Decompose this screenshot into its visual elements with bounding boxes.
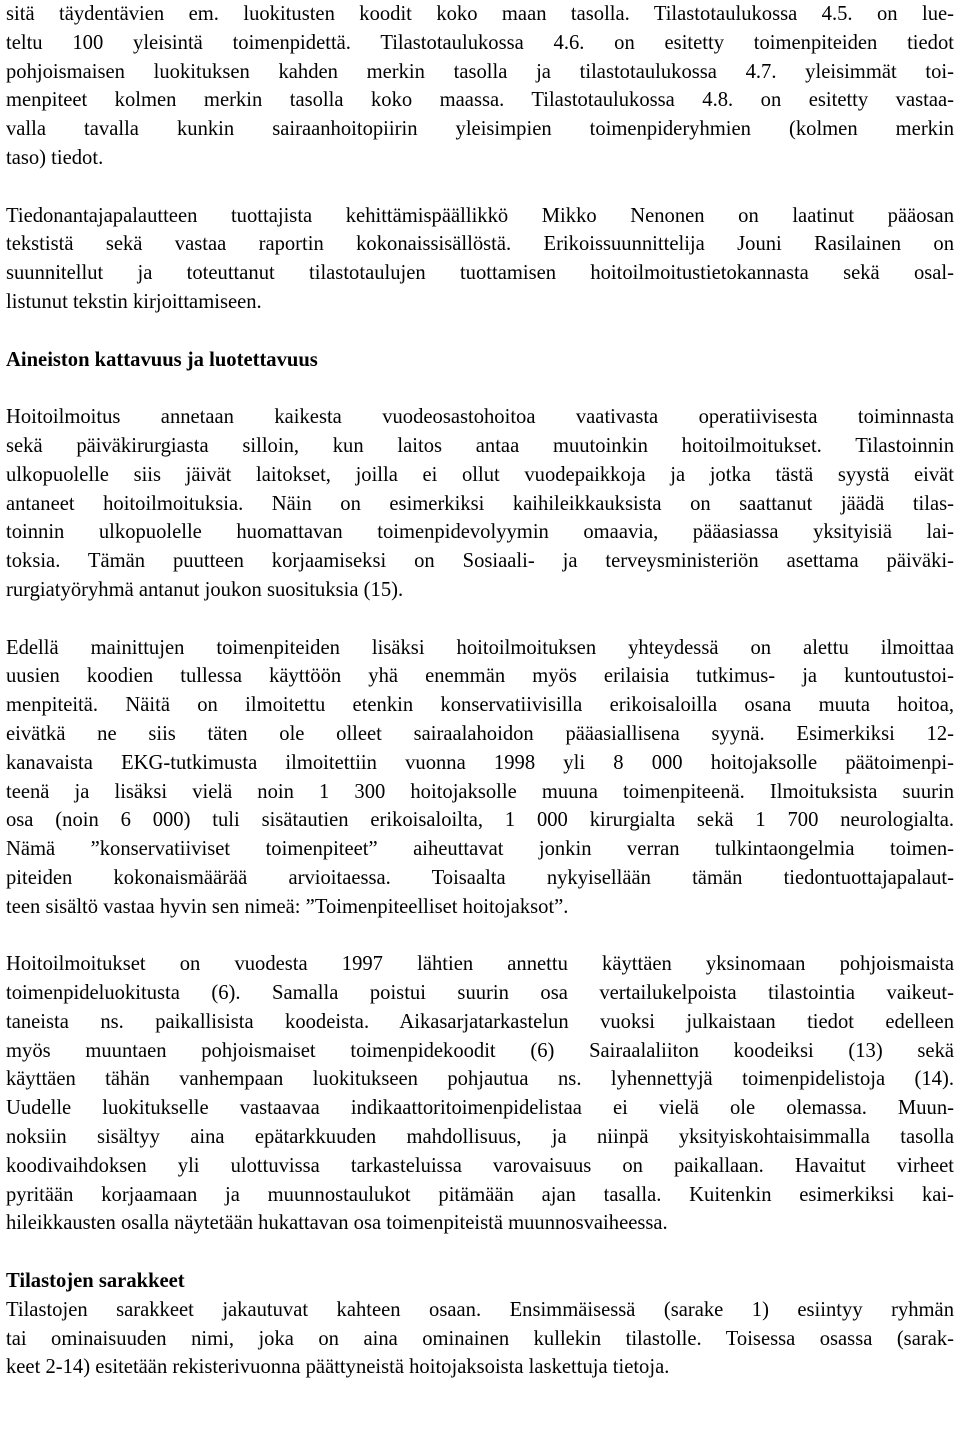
text-line: tekstistä sekä vastaa raportin kokonaissisällöstä. Erikoissuunnittelija Jouni Rasilainen on [6, 233, 954, 256]
text-line: toksia. Tämän puutteen korjaamiseksi on Sosiaali- ja terveysministeriön asettama päiväki- [6, 550, 954, 573]
text-line: keet 2-14) esitetään rekisterivuonna päättyneistä hoitojaksoista laskettuja tietoja. [6, 1356, 670, 1379]
text-line: menpiteitä. Näitä on ilmoitettu etenkin konservatiivisilla erikoisaloilla osana muuta hoitoa, [6, 694, 954, 717]
text-line: listunut tekstin kirjoittamiseen. [6, 290, 262, 313]
paragraph-luokitus [6, 950, 954, 1238]
text-line: teltu 100 yleisintä toimenpidettä. Tilastotaulukossa 4.6. on esitetty toimenpiteiden tiedot [6, 31, 954, 54]
paragraph-tilastotaulukot [6, 0, 954, 173]
text-line: Nämä ”konservatiiviset toimenpiteet” aiheuttavat jonkin verran tulkintaongelmia toimen- [6, 838, 954, 861]
text-line: Edellä mainittujen toimenpiteiden lisäksi hoitoilmoituksen yhteydessä on alettu ilmoittaa [6, 636, 954, 659]
paragraph-gap [6, 1238, 954, 1267]
text-line: antaneet hoitoilmoituksia. Näin on esimerkiksi kaihileikkauksista on saattanut jäädä tilas- [6, 492, 954, 515]
paragraph-gap [6, 922, 954, 951]
text-line: taneista ns. paikallisista koodeista. Aikasarjatarkastelun vuoksi julkaistaan tiedot edelleen [6, 1010, 954, 1033]
text-line: sekä päiväkirurgiasta silloin, kun laitos antaa muutoinkin hoitoilmoitukset. Tilastoinnin [6, 434, 954, 457]
text-line: toimenpideluokitusta (6). Samalla poistui suurin osa vertailukelpoista tilastointia vaikeut- [6, 982, 954, 1005]
text-line: Hoitoilmoitukset on vuodesta 1997 lähtien annettu käyttäen yksinomaan pohjoismaista [6, 953, 954, 976]
text-line: suunnitellut ja toteuttanut tilastotaulujen tuottamisen hoitoilmoitustietokannasta sekä osal- [6, 262, 954, 285]
text-line: Tilastojen sarakkeet jakautuvat kahteen osaan. Ensimmäisessä (sarake 1) esiintyy ryhmän [6, 1298, 954, 1321]
text-line: noksiin sisältyy aina epätarkkuuden mahdollisuus, ja niinpä yksityiskohtaisimmalla tasolla [6, 1126, 954, 1149]
text-line: ulkopuolelle siis jäivät laitokset, joilla ei ollut vuodepaikkoja ja jotka tästä syystä eivät [6, 463, 954, 486]
paragraph-sarakkeet [6, 1296, 954, 1382]
paragraph-gap [6, 173, 954, 202]
text-line: eivätkä ne siis täten ole olleet sairaalahoidon pääasiallisena syynä. Esimerkiksi 12- [6, 722, 954, 745]
text-line: käyttäen tähän vanhempaan luokitukseen pohjautua ns. lyhennettyjä toimenpidelistoja (14). [6, 1068, 954, 1091]
text-line: taso) tiedot. [6, 146, 104, 169]
text-line: teen sisältö vastaa hyvin sen nimeä: ”Toimenpiteelliset hoitojaksot”. [6, 895, 569, 918]
text-line: Tiedonantajapalautteen tuottajista kehittämispäällikkö Mikko Nenonen on laatinut pääosan [6, 204, 954, 227]
text-line: menpiteet kolmen merkin tasolla koko maassa. Tilastotaulukossa 4.8. on esitetty vastaa- [6, 89, 954, 112]
text-line: koodivaihdoksen yli ulottuvissa tarkasteluissa varovaisuus on paikallaan. Havaitut virheet [6, 1154, 954, 1177]
paragraph-gap [6, 374, 954, 403]
paragraph-gap [6, 317, 954, 346]
text-line: pohjoismaisen luokituksen kahden merkin tasolla ja tilastotaulukossa 4.7. yleisimmät toi- [6, 60, 954, 83]
text-line: tai ominaisuuden nimi, joka on aina ominainen kullekin tilastolle. Toisessa osassa (sarak- [6, 1327, 954, 1350]
text-line: hileikkausten osalla näytetään hukattavan osa toimenpiteistä muunnosvaiheessa. [6, 1212, 668, 1235]
document-page [6, 0, 954, 1382]
section-heading-sarakkeet: Tilastojen sarakkeet [6, 1270, 185, 1293]
section-heading-kattavuus: Aineiston kattavuus ja luotettavuus [6, 348, 318, 371]
text-line: toinnin ulkopuolelle huomattavan toimenpidevolyymin omaavia, pääasiassa yksityisiä lai- [6, 521, 954, 544]
text-line: Uudelle luokitukselle vastaavaa indikaattoritoimenpidelistaa ei vielä ole olemassa. Muun- [6, 1097, 954, 1120]
text-line: Hoitoilmoitus annetaan kaikesta vuodeosastohoitoa vaativasta operatiivisesta toiminnasta [6, 406, 954, 429]
text-line: piteiden kokonaismäärää arvioitaessa. Toisaalta nykyisellään tämän tiedontuottajapalaut- [6, 866, 954, 889]
text-line: sitä täydentävien em. luokitusten koodit koko maan tasolla. Tilastotaulukossa 4.5. on lue- [6, 3, 954, 25]
text-line: rurgiatyöryhmä antanut joukon suosituksia (15). [6, 578, 404, 601]
text-line: teenä ja lisäksi vielä noin 1 300 hoitojaksolle muuna toimenpiteenä. Ilmoituksista suurin [6, 780, 954, 803]
paragraph-tutkimukset [6, 634, 954, 922]
paragraph-tekijat [6, 202, 954, 317]
text-line: uusien koodien tullessa käyttöön yhä enemmän myös erilaisia tutkimus- ja kuntoutustoi- [6, 665, 954, 688]
text-line: pyritään korjaamaan ja muunnostaulukot pitämään ajan tasalla. Kuitenkin esimerkiksi kai- [6, 1183, 954, 1206]
text-line: kanavaista EKG-tutkimusta ilmoitettiin vuonna 1998 yli 8 000 hoitojaksolle päätoimenpi- [6, 751, 954, 774]
text-line: osa (noin 6 000) tuli sisätautien erikoisaloilta, 1 000 kirurgialta sekä 1 700 neurologialta. [6, 809, 954, 832]
text-line: valla tavalla kunkin sairaanhoitopiirin yleisimpien toimenpideryhmien (kolmen merkin [6, 118, 954, 141]
text-line: myös muuntaen pohjoismaiset toimenpidekoodit (6) Sairaalaliiton koodeiksi (13) sekä [6, 1039, 954, 1062]
paragraph-hoitoilmoitus [6, 403, 954, 605]
paragraph-gap [6, 605, 954, 634]
